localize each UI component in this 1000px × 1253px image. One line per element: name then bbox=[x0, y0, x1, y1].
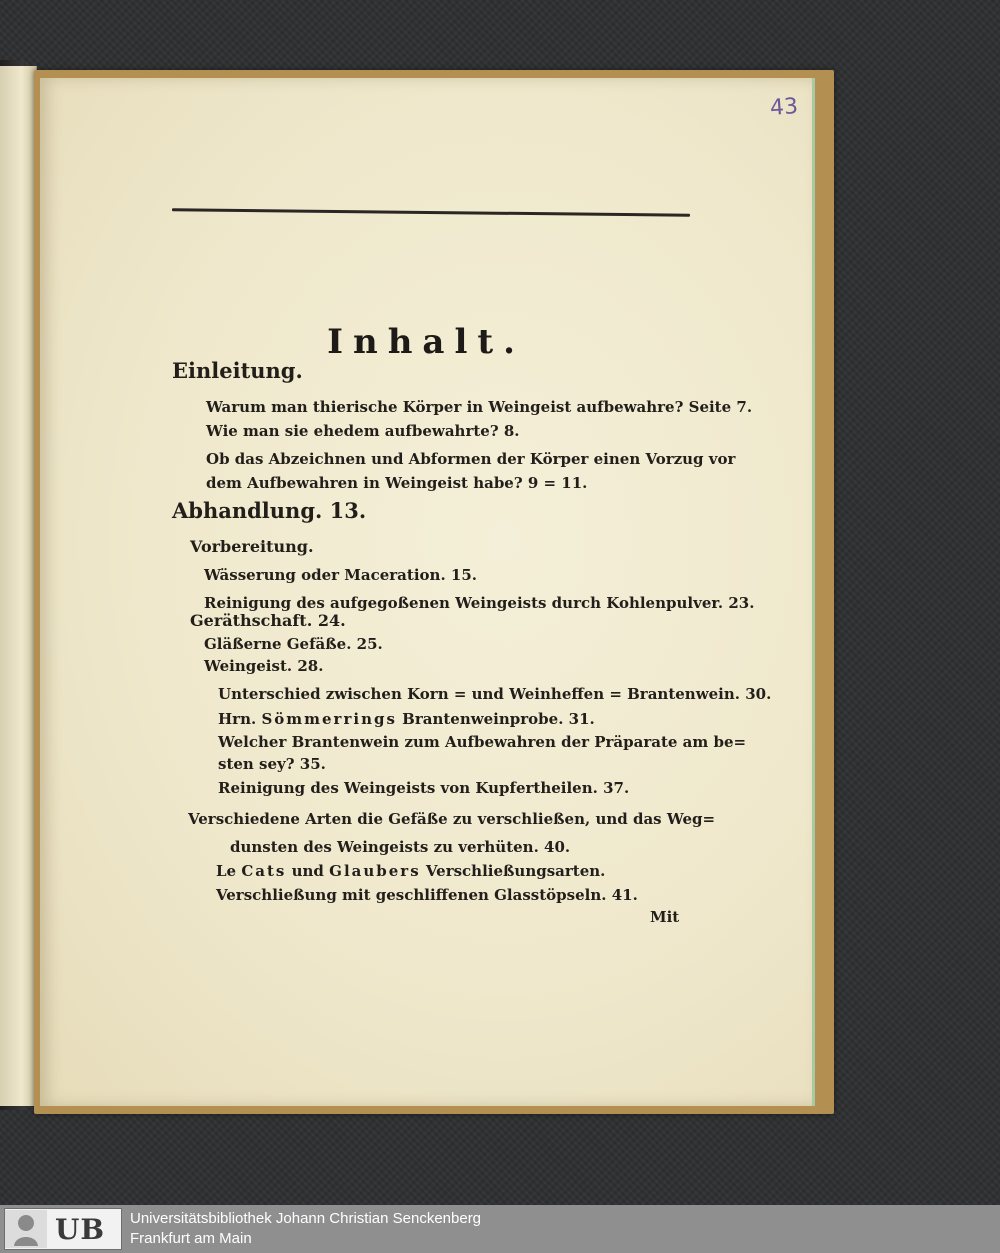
toc-entry-name: Cats bbox=[241, 862, 287, 880]
toc-heading-abhandlung: Abhandlung. 13. bbox=[172, 498, 367, 523]
toc-entry: Unterschied zwischen Korn = und Weinheffen = Brantenwein. 30. bbox=[218, 685, 772, 703]
toc-entry-part: Le bbox=[216, 862, 237, 880]
portrait-icon bbox=[5, 1210, 47, 1248]
toc-entry-part: Verschließungsarten. bbox=[425, 862, 606, 880]
toc-entry-part: Brantenweinprobe. 31. bbox=[402, 710, 595, 728]
library-name bbox=[130, 1209, 481, 1249]
library-name-line1: Universitätsbibliothek Johann Christian Senckenberg bbox=[130, 1210, 482, 1227]
toc-entry: Weingeist. 28. bbox=[204, 657, 324, 675]
toc-entry: Gläßerne Gefäße. 25. bbox=[204, 635, 383, 653]
toc-entry-part: Hrn. bbox=[218, 710, 257, 728]
toc-entry bbox=[218, 710, 595, 728]
toc-entry-part: und bbox=[291, 862, 324, 880]
toc-entry bbox=[216, 862, 605, 880]
toc-entry: Reinigung des Weingeists von Kupfertheilen. 37. bbox=[218, 779, 630, 797]
logo-text: UB bbox=[55, 1212, 106, 1246]
page-title: Inhalt. bbox=[327, 322, 525, 362]
toc-entry: dunsten des Weingeists zu verhüten. 40. bbox=[230, 838, 571, 856]
toc-entry: Wie man sie ehedem aufbewahrte? 8. bbox=[206, 422, 520, 440]
toc-entry-name: Glaubers bbox=[329, 862, 421, 880]
toc-entry-name: Sömmerrings bbox=[261, 710, 397, 728]
toc-entry: sten sey? 35. bbox=[218, 755, 326, 773]
toc-entry: Welcher Brantenwein zum Aufbewahren der Präparate am be= bbox=[218, 733, 747, 751]
library-name-line2: Frankfurt am Main bbox=[130, 1230, 252, 1247]
toc-heading-vorbereitung: Vorbereitung. bbox=[190, 537, 314, 556]
book-page bbox=[40, 78, 815, 1106]
toc-entry: dem Aufbewahren in Weingeist habe? 9 = 11. bbox=[206, 474, 588, 492]
toc-entry: Warum man thierische Körper in Weingeist aufbewahre? Seite 7. bbox=[206, 398, 753, 416]
toc-entry: Reinigung des aufgegoßenen Weingeists durch Kohlenpulver. 23. bbox=[204, 594, 755, 612]
toc-entry: Ob das Abzeichnen und Abformen der Körper einen Vorzug vor bbox=[206, 450, 736, 468]
folio-number: 43 bbox=[769, 94, 799, 121]
left-page-edge bbox=[0, 66, 37, 1106]
toc-entry: Wässerung oder Maceration. 15. bbox=[204, 566, 477, 584]
toc-heading-einleitung: Einleitung. bbox=[172, 358, 303, 383]
toc-heading-geraethschaft: Geräthschaft. 24. bbox=[190, 611, 346, 630]
library-logo bbox=[4, 1208, 122, 1250]
catchword: Mit bbox=[650, 908, 680, 926]
toc-entry: Verschiedene Arten die Gefäße zu verschließen, und das Weg= bbox=[188, 810, 716, 828]
library-footer bbox=[0, 1205, 1000, 1253]
toc-entry: Verschließung mit geschliffenen Glasstöpseln. 41. bbox=[216, 886, 638, 904]
